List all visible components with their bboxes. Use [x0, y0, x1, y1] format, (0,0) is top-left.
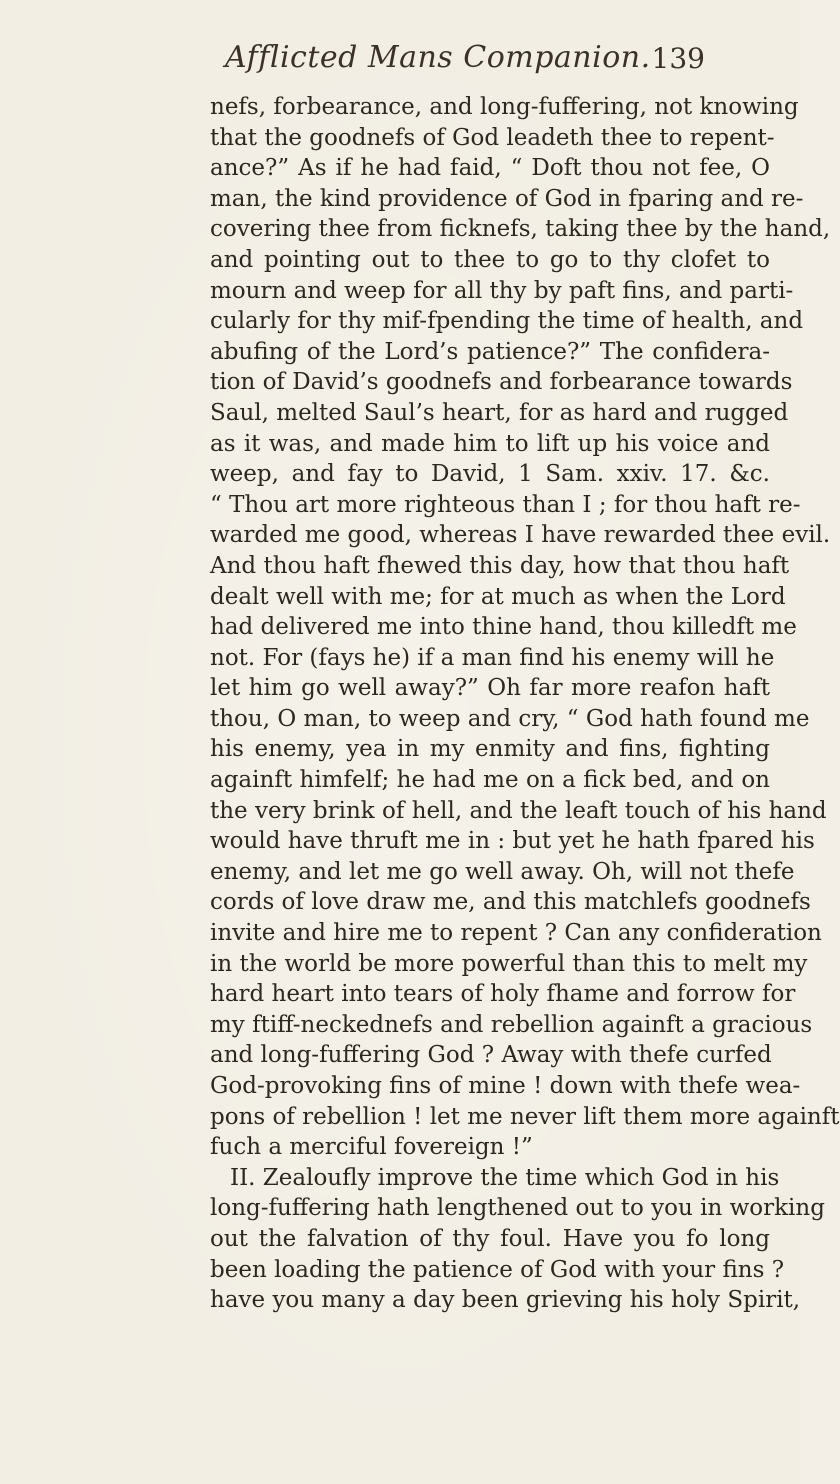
text-line: my ftiff-neckednefs and rebellion againft a gracious [210, 1011, 813, 1038]
text-line: pons of rebellion ! let me never lift them more againft [210, 1103, 840, 1130]
text-line: abufing of the Lord’s patience?” The confidera- [210, 338, 770, 365]
text-line: would have thruft me in : but yet he hath fpared his [210, 828, 815, 855]
text-line: in the world be more powerful than this to melt my [210, 950, 808, 977]
text-line: as it was, and made him to lift up his voice and [210, 430, 770, 457]
text-line: the very brink of hell, and the leaft touch of his hand [210, 797, 827, 824]
text-line: hard heart into tears of holy fhame and forrow for [210, 981, 796, 1008]
text-line: warded me good, whereas I have rewarded thee evil. [210, 522, 831, 549]
running-head [225, 40, 705, 80]
text-line: cords of love draw me, and this matchlefs goodnefs [210, 889, 811, 916]
text-line: out the falvation of thy foul. Have you fo long [210, 1225, 770, 1252]
text-line: weep, and fay to David, 1 Sam. xxiv. 17. &c. [210, 461, 770, 488]
text-line-paragraph-end: fuch a merciful fovereign !” [210, 1134, 533, 1161]
text-line: had delivered me into thine hand, thou killedft me [210, 614, 797, 641]
text-line: not. For (fays he) if a man find his enemy will he [210, 644, 775, 671]
text-line: thou, O man, to weep and cry, “ God hath found me [210, 705, 810, 732]
text-line: been loading the patience of God with your fins ? [210, 1256, 785, 1283]
text-line: let him go well away?” Oh far more reafon haft [210, 675, 770, 702]
text-line: mourn and weep for all thy by paft fins, and parti- [210, 277, 794, 304]
text-line: have you many a day been grieving his holy Spirit, [210, 1287, 801, 1314]
text-line-section-start: II. Zealoufly improve the time which God in his [230, 1164, 780, 1191]
text-line: long-fuffering hath lengthened out to you in working [210, 1195, 825, 1222]
text-line: man, the kind providence of God in fparing and re- [210, 185, 804, 212]
text-line: nefs, forbearance, and long-fuffering, not knowing [210, 94, 799, 120]
text-line: ance?” As if he had faid, “ Doft thou not fee, O [210, 155, 770, 182]
text-line: invite and hire me to repent ? Can any confideration [210, 920, 822, 947]
text-line: that the goodnefs of God leadeth thee to repent- [210, 124, 775, 151]
text-line: Saul, melted Saul’s heart, for as hard and rugged [210, 399, 789, 426]
text-line: “ Thou art more righteous than I ; for thou haft re- [210, 491, 801, 518]
text-line: covering thee from ficknefs, taking thee by the hand, [210, 216, 831, 243]
running-title: Afflicted Mans Companion. [225, 40, 651, 75]
text-line: and pointing out to thee to go to thy clofet to [210, 246, 770, 273]
text-line: againft himfelf; he had me on a fick bed, and on [210, 767, 770, 794]
body-text [210, 92, 840, 1316]
text-line: And thou haft fhewed this day, how that thou haft [210, 552, 790, 579]
text-line: cularly for thy mif-fpending the time of health, and [210, 308, 804, 335]
text-line: and long-fuffering God ? Away with thefe curfed [210, 1042, 772, 1069]
text-line: his enemy, yea in my enmity and fins, fighting [210, 736, 770, 763]
page-number: 139 [651, 42, 705, 75]
text-line: God-provoking fins of mine ! down with thefe wea- [210, 1073, 801, 1099]
text-line: dealt well with me; for at much as when the Lord [210, 583, 786, 610]
text-line: tion of David’s goodnefs and forbearance towards [210, 369, 793, 396]
text-line: enemy, and let me go well away. Oh, will not thefe [210, 858, 795, 885]
